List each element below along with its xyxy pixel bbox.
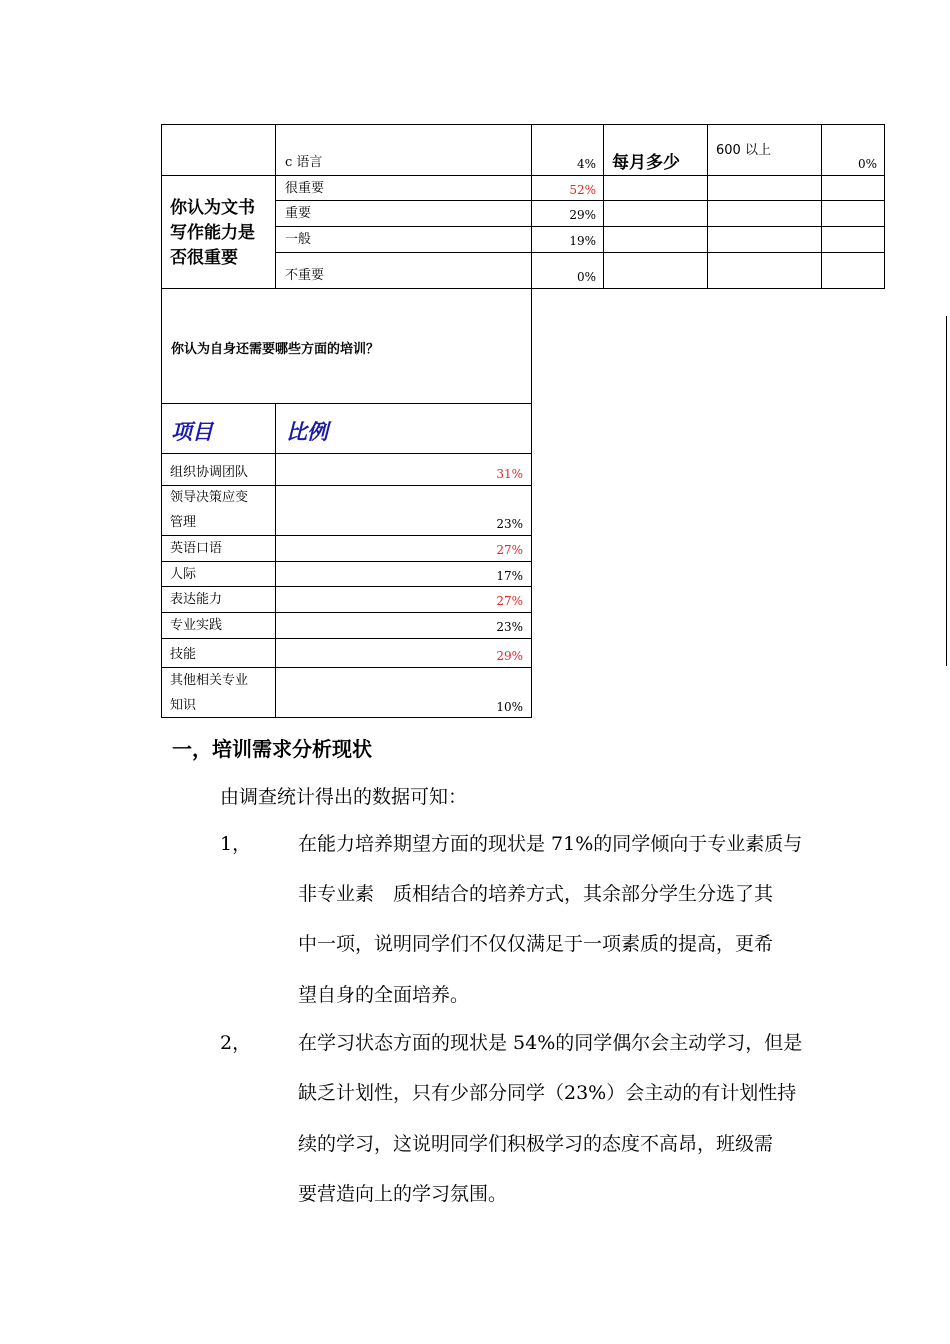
training-item: 表达能力	[170, 592, 223, 607]
training-item: 人际	[170, 567, 197, 582]
point-line: 在学习状态方面的现状是 54%的同学偶尔会主动学习，但是	[298, 1032, 803, 1054]
option-pct: 29%	[569, 208, 596, 222]
option-label: 不重要	[285, 268, 325, 283]
point-line: 望自身的全面培养。	[298, 984, 470, 1006]
monthly-label: 每月多少	[612, 153, 680, 173]
column-header-ratio: 比例	[286, 420, 328, 444]
option-label: 重要	[285, 206, 312, 221]
option-pct: 0%	[576, 270, 596, 284]
section-intro: 由调查统计得出的数据可知：	[220, 786, 468, 808]
training-pct: 27%	[496, 543, 523, 557]
point-line: 非专业素 质相结合的培养方式，其余部分学生分选了其	[298, 883, 774, 905]
option-label: 很重要	[285, 181, 325, 196]
point-line: 在能力培养期望方面的现状是 71%的同学倾向于专业素质与	[298, 833, 803, 855]
point-number: 2，	[220, 1032, 252, 1054]
training-pct: 31%	[496, 467, 523, 481]
section-title: 一，培训需求分析现状	[172, 737, 372, 761]
training-item: 英语口语	[170, 541, 223, 556]
training-question: 你认为自身还需要哪些方面的培训？	[171, 342, 380, 357]
point-number: 1，	[220, 833, 252, 855]
training-pct: 23%	[496, 620, 523, 634]
training-item-line-1: 领导决策应变	[170, 490, 249, 505]
point-line: 中一项，说明同学们不仅仅满足于一项素质的提高，更希	[298, 933, 774, 955]
option-pct: 19%	[569, 234, 596, 248]
training-pct: 29%	[496, 649, 523, 663]
option-label: 一般	[285, 232, 312, 247]
column-header-item: 项目	[171, 420, 213, 444]
option-pct: 52%	[569, 183, 596, 197]
question-writing-line-2: 写作能力是	[170, 223, 255, 243]
monthly-pct: 0%	[857, 157, 877, 171]
training-item: 组织协调团队	[170, 465, 249, 480]
training-pct: 17%	[496, 569, 523, 583]
point-line: 缺乏计划性，只有少部分同学（23%）会主动的有计划性持	[298, 1082, 797, 1104]
margin-line	[946, 316, 947, 666]
training-item: 技能	[170, 647, 197, 662]
training-item-line-2: 管理	[170, 515, 197, 530]
training-item-line-1: 其他相关专业	[170, 673, 249, 688]
point-line: 要营造向上的学习氛围。	[298, 1183, 508, 1205]
point-line: 续的学习，这说明同学们积极学习的态度不高昂，班级需	[298, 1133, 774, 1155]
option-c-language-pct: 4%	[576, 157, 596, 171]
training-pct: 27%	[496, 594, 523, 608]
training-pct: 23%	[496, 517, 523, 531]
question-writing-line-1: 你认为文书	[170, 198, 255, 218]
option-c-language-label: c 语言	[285, 155, 323, 170]
training-item: 专业实践	[170, 618, 223, 633]
training-item-line-2: 知识	[170, 698, 197, 713]
question-writing-line-3: 否很重要	[170, 248, 238, 268]
monthly-option: 600 以上	[716, 143, 771, 158]
training-pct: 10%	[496, 700, 523, 714]
